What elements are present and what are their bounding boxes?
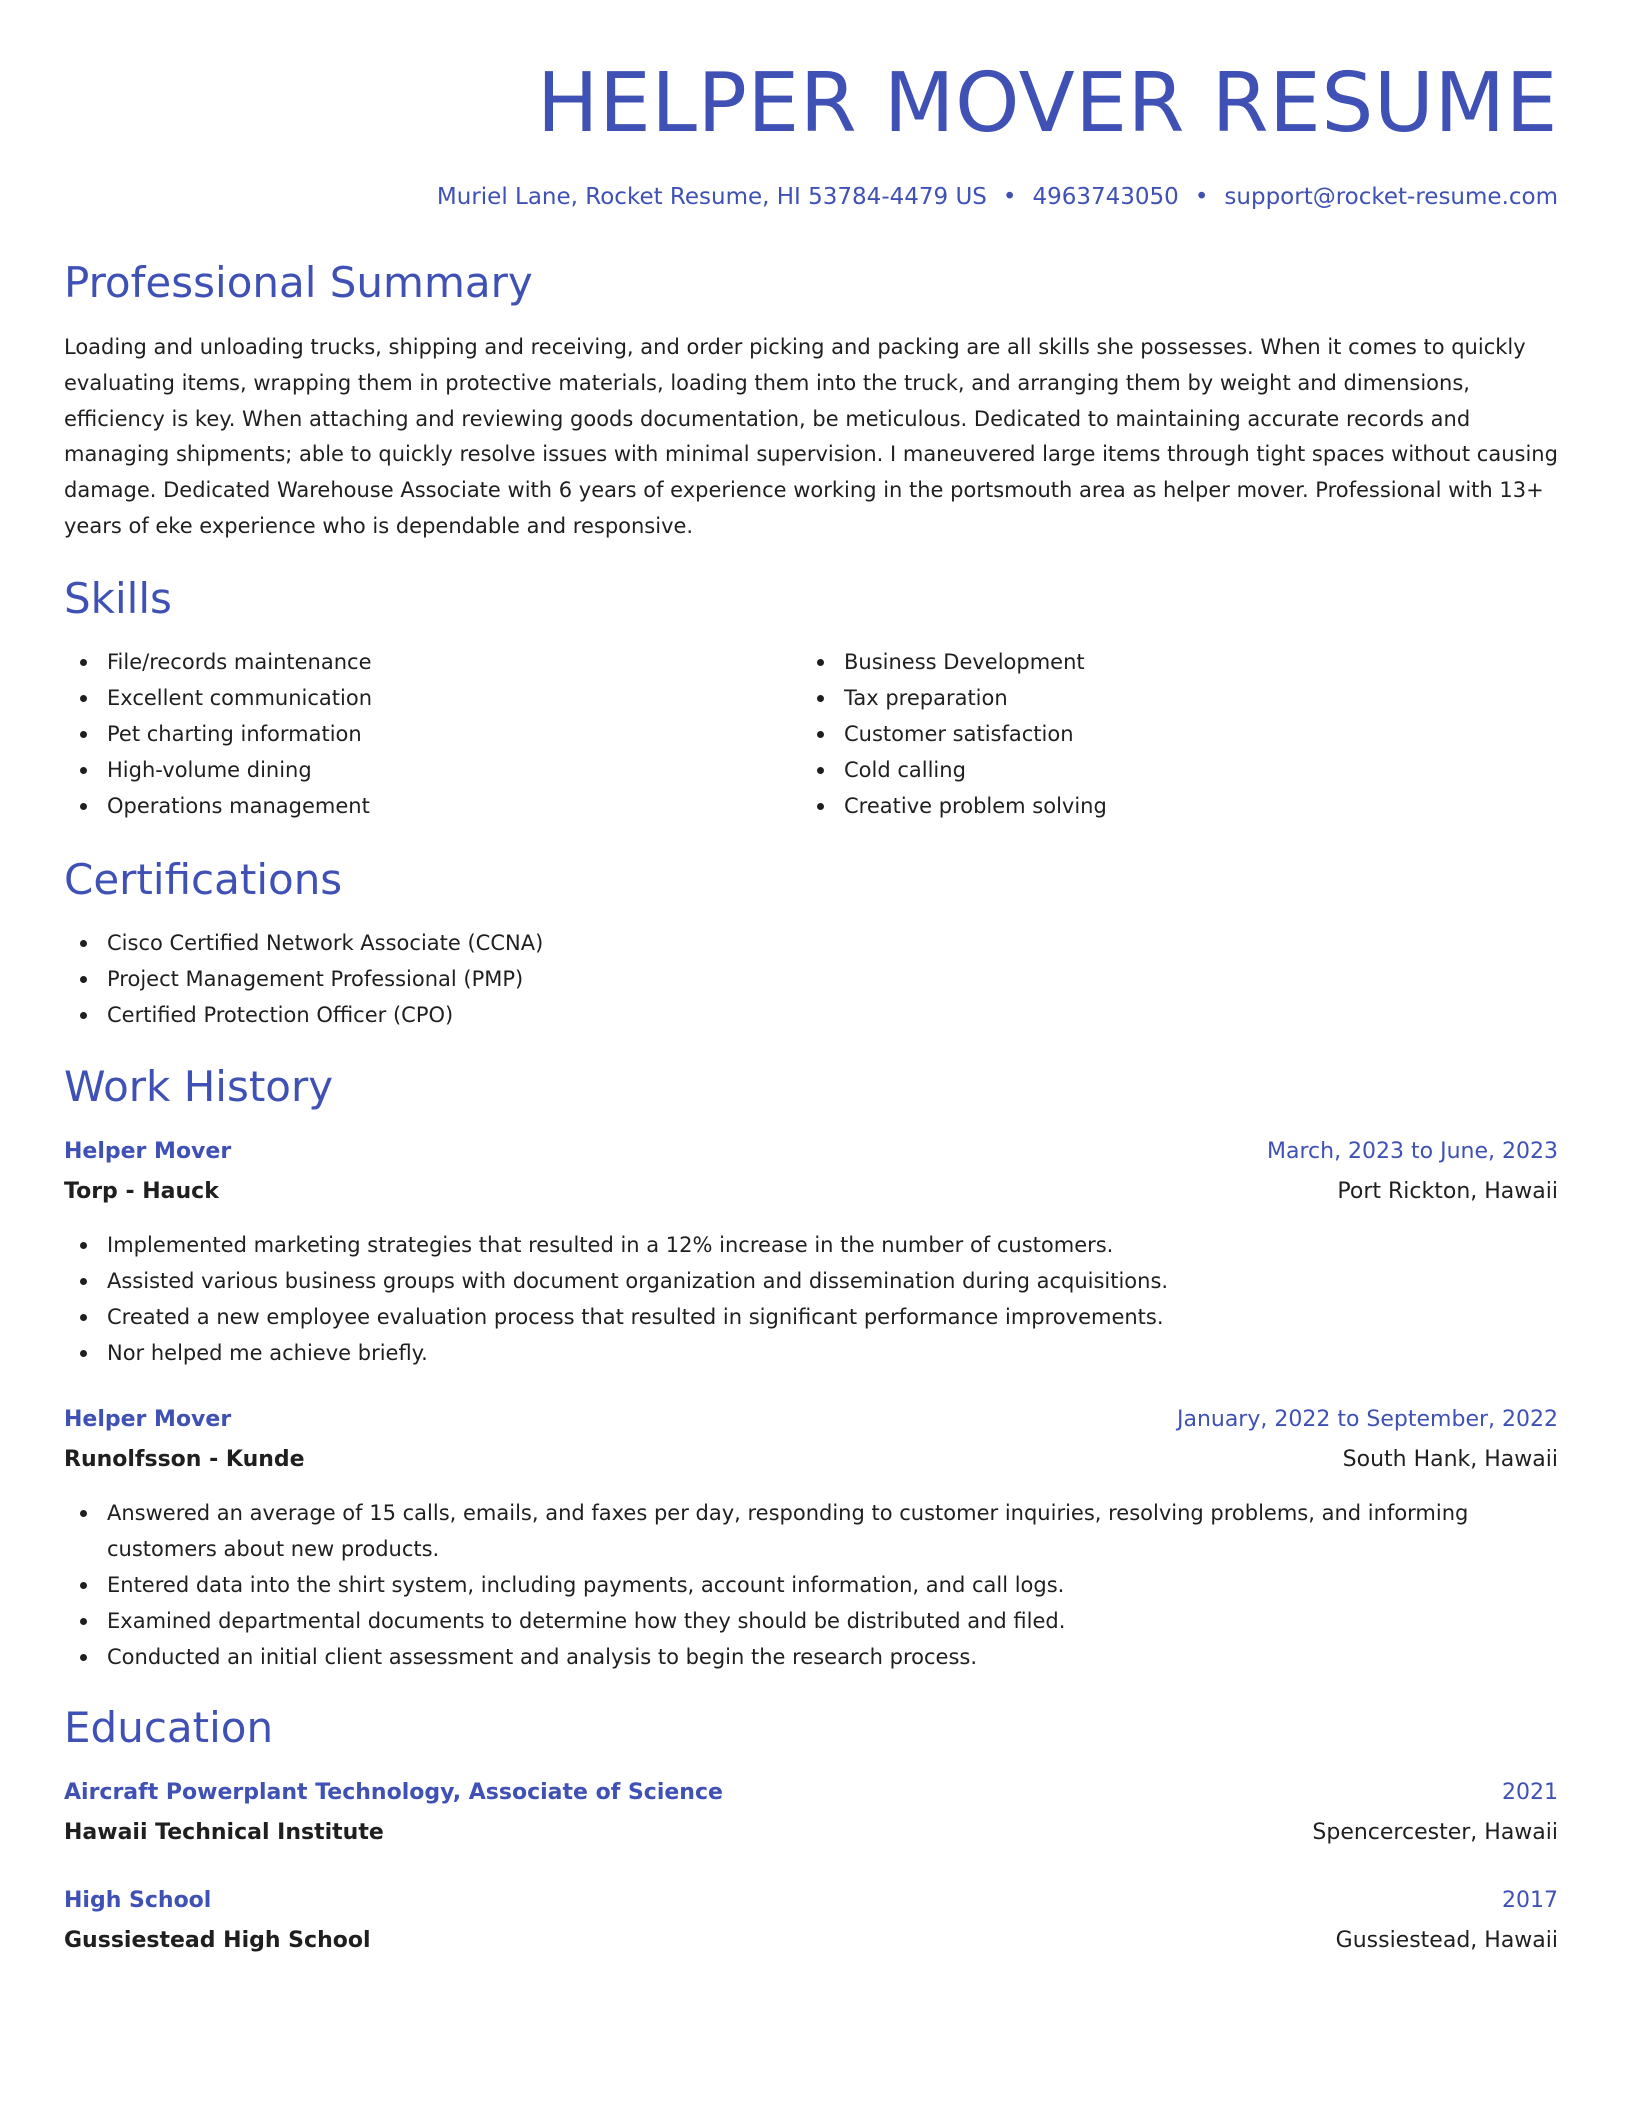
contact-email: support@rocket-resume.com bbox=[1224, 184, 1558, 210]
job-bullet: Assisted various business groups with document organization and dissemination during acquisitions. bbox=[64, 1263, 1558, 1299]
skill-item: Operations management bbox=[64, 788, 764, 824]
education-school: Hawaii Technical Institute bbox=[64, 1820, 384, 1845]
job-bullet: Examined departmental documents to determine how they should be distributed and filed. bbox=[64, 1603, 1514, 1639]
skills-heading: Skills bbox=[64, 574, 172, 623]
job-dates: March, 2023 to June, 2023 bbox=[1267, 1139, 1558, 1164]
contact-phone: 4963743050 bbox=[1032, 184, 1179, 210]
education-location: Gussiestead, Hawaii bbox=[1335, 1928, 1558, 1953]
job-role: Helper Mover bbox=[64, 1407, 232, 1432]
job-company: Torp - Hauck bbox=[64, 1179, 219, 1204]
job-bullet: Created a new employee evaluation process that resulted in significant performance improvements. bbox=[64, 1299, 1558, 1335]
certifications-heading: Certifications bbox=[64, 855, 343, 904]
job-bullets bbox=[64, 1227, 1558, 1371]
skill-item: File/records maintenance bbox=[64, 644, 764, 680]
skills-list-left bbox=[64, 644, 764, 824]
skill-item: Customer satisfaction bbox=[801, 716, 1501, 752]
job-bullets bbox=[64, 1495, 1514, 1675]
education-degree: High School bbox=[64, 1888, 212, 1913]
job-dates: January, 2022 to September, 2022 bbox=[1176, 1407, 1558, 1432]
skill-item: High-volume dining bbox=[64, 752, 764, 788]
resume-title: HELPER MOVER RESUME bbox=[536, 56, 1558, 151]
job-location: South Hank, Hawaii bbox=[1342, 1447, 1558, 1472]
resume-page bbox=[64, 0, 1558, 1953]
skill-item: Creative problem solving bbox=[801, 788, 1501, 824]
contact-separator: • bbox=[1194, 184, 1209, 210]
summary-heading: Professional Summary bbox=[64, 258, 533, 307]
skill-item: Cold calling bbox=[801, 752, 1501, 788]
job-bullet: Answered an average of 15 calls, emails, and faxes per day, responding to customer inquiries, resolving problems, and informing customers about new products. bbox=[64, 1495, 1514, 1567]
skills-list-right bbox=[801, 644, 1501, 824]
skill-item: Business Development bbox=[801, 644, 1501, 680]
education-location: Spencercester, Hawaii bbox=[1312, 1820, 1558, 1845]
job-role: Helper Mover bbox=[64, 1139, 232, 1164]
certification-item: Certified Protection Officer (CPO) bbox=[64, 997, 1558, 1033]
contact-address: Muriel Lane, Rocket Resume, HI 53784-4479 US bbox=[436, 184, 987, 210]
job-bullet: Entered data into the shirt system, including payments, account information, and call logs. bbox=[64, 1567, 1514, 1603]
skill-item: Tax preparation bbox=[801, 680, 1501, 716]
work-history-heading: Work History bbox=[64, 1062, 334, 1111]
certifications-list bbox=[64, 925, 1558, 1033]
contact-line bbox=[437, 182, 1558, 212]
education-degree: Aircraft Powerplant Technology, Associate of Science bbox=[64, 1780, 723, 1805]
job-bullet: Conducted an initial client assessment and analysis to begin the research process. bbox=[64, 1639, 1514, 1675]
job-location: Port Rickton, Hawaii bbox=[1337, 1179, 1558, 1204]
summary-text: Loading and unloading trucks, shipping and receiving, and order picking and packing are all skills she possesses. When it comes to quickly evaluating items, wrapping them in protective materials, loading them into the truck, and arranging them by weight and dimensions, efficiency is key. When attaching and reviewing goods documentation, be meticulous. Dedicated to maintaining accurate records and managing shipments; able to quickly resolve issues with minimal supervision. I maneuvered large items through tight spaces without causing damage. Dedicated Warehouse Associate with 6 years of experience working in the portsmouth area as helper mover. Professional with 13+ years of eke experience who is dependable and responsive. bbox=[64, 335, 1558, 538]
job-bullet: Nor helped me achieve briefly. bbox=[64, 1335, 1558, 1371]
contact-separator: • bbox=[1002, 184, 1017, 210]
skill-item: Excellent communication bbox=[64, 680, 764, 716]
job-company: Runolfsson - Kunde bbox=[64, 1447, 305, 1472]
certification-item: Cisco Certified Network Associate (CCNA) bbox=[64, 925, 1558, 961]
education-heading: Education bbox=[64, 1703, 274, 1752]
education-year: 2021 bbox=[1502, 1780, 1558, 1805]
education-school: Gussiestead High School bbox=[64, 1928, 371, 1953]
job-bullet: Implemented marketing strategies that resulted in a 12% increase in the number of customers. bbox=[64, 1227, 1558, 1263]
skill-item: Pet charting information bbox=[64, 716, 764, 752]
education-year: 2017 bbox=[1502, 1888, 1558, 1913]
certification-item: Project Management Professional (PMP) bbox=[64, 961, 1558, 997]
